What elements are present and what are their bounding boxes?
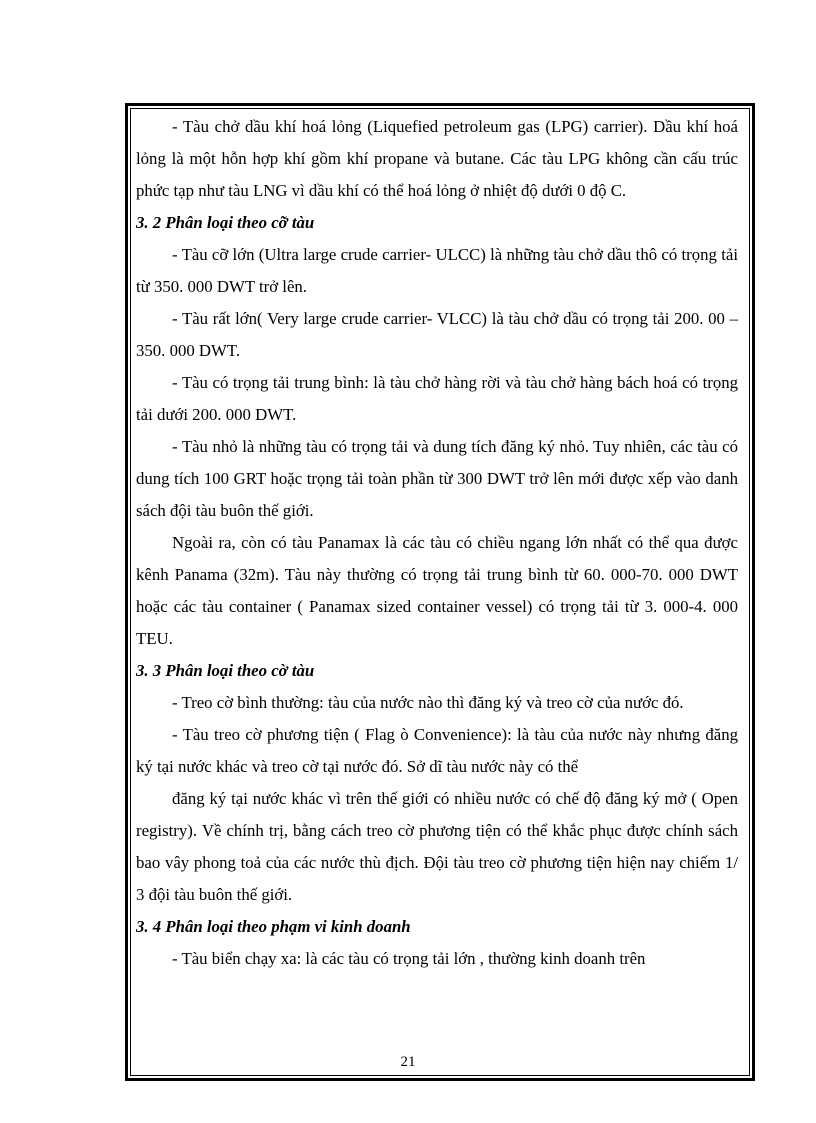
paragraph-normal-flag: - Treo cờ bình thường: tàu của nước nào thì đăng ký và treo cờ của nước đó.: [172, 693, 684, 712]
paragraph-small-ships: - Tàu nhỏ là những tàu có trọng tải và dung tích đăng ký nhỏ. Tuy nhiên, các tàu có dung tích 100 GRT hoặc trọng tải toàn phần từ 300 DWT trở lên mới được xếp vào danh sách đội tàu buôn thế giới.: [136, 437, 738, 520]
paragraph-medium-tonnage: - Tàu có trọng tải trung bình: là tàu chở hàng rời và tàu chở hàng bách hoá có trọng tải dưới 200. 000 DWT.: [136, 373, 738, 424]
paragraph-open-registry: đăng ký tại nước khác vì trên thế giới có nhiều nước có chế độ đăng ký mở ( Open registry). Về chính trị, bằng cách treo cờ phương tiện có thể khắc phục được chính sách bao vây phong toả của các nước thù địch. Đội tàu treo cờ phương tiện hiện nay chiếm 1/ 3 đội tàu buôn thế giới.: [136, 789, 738, 904]
document-body: [136, 111, 738, 975]
paragraph-ulcc: - Tàu cỡ lớn (Ultra large crude carrier- ULCC) là những tàu chở dầu thô có trọng tải từ 350. 000 DWT trở lên.: [136, 245, 738, 296]
paragraph-ocean-going: - Tàu biển chạy xa: là các tàu có trọng tải lớn , thường kinh doanh trên: [172, 949, 646, 968]
paragraph-flag-of-convenience: - Tàu treo cờ phương tiện ( Flag ò Convenience): là tàu của nước này nhưng đăng ký tại nước khác và treo cờ tại nước đó. Sở dĩ tàu nước này có thể: [136, 725, 738, 776]
page-number: 21: [400, 1054, 416, 1070]
paragraph-panamax: Ngoài ra, còn có tàu Panamax là các tàu có chiều ngang lớn nhất có thể qua được kênh Panama (32m). Tàu này thường có trọng tải trung bình từ 60. 000-70. 000 DWT hoặc các tàu container ( Panamax sized container vessel) có trọng tải từ 3. 000-4. 000 TEU.: [136, 533, 738, 648]
heading-3-2: 3. 2 Phân loại theo cỡ tàu: [136, 213, 315, 232]
paragraph-lpg-carrier: - Tàu chở dầu khí hoá lỏng (Liquefied petroleum gas (LPG) carrier). Dầu khí hoá lỏng là một hỗn hợp khí gồm khí propane và butane. Các tàu LPG không cần cấu trúc phức tạp như tàu LNG vì dầu khí có thể hoá lỏng ở nhiệt độ dưới 0 độ C.: [136, 117, 738, 200]
paragraph-vlcc: - Tàu rất lớn( Very large crude carrier- VLCC) là tàu chở dầu có trọng tải 200. 00 – 350. 000 DWT.: [136, 309, 738, 360]
heading-3-3: 3. 3 Phân loại theo cờ tàu: [136, 661, 315, 680]
heading-3-4: 3. 4 Phân loại theo phạm vi kinh doanh: [136, 917, 411, 936]
